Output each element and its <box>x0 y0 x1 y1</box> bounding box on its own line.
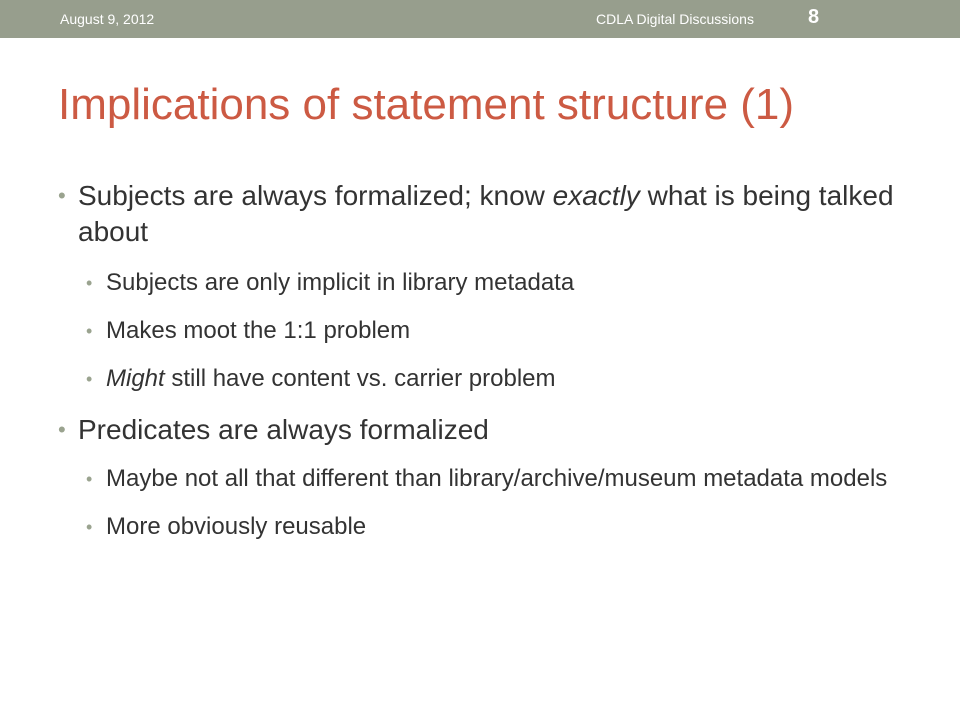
slide-number: 8 <box>808 6 820 28</box>
slide-footer-text: CDLA Digital Discussions <box>596 11 754 27</box>
bullet-marker: • <box>86 469 93 489</box>
slide-date: August 9, 2012 <box>60 11 155 27</box>
bullet-marker: • <box>86 321 93 341</box>
sub-bullet-reusable <box>86 512 908 542</box>
bullet-marker: • <box>86 517 93 537</box>
bullet-predicates-formalized <box>58 412 908 448</box>
sub-bullet-models <box>86 464 908 494</box>
sub-bullet-text: Maybe not all that different than library/archive/museum metadata models <box>106 465 888 492</box>
header-bar <box>0 0 960 38</box>
sub-bullet-moot <box>86 316 908 346</box>
slide-content <box>58 178 908 542</box>
bullet-subjects-formalized <box>58 178 908 250</box>
sub-bullet-emphasis: Might <box>106 365 165 392</box>
bullet-marker: • <box>86 273 93 293</box>
bullet-marker: • <box>58 183 66 208</box>
sub-bullet-text: Subjects are only implicit in library metadata <box>106 269 575 296</box>
sub-bullet-text: Makes moot the 1:1 problem <box>106 317 411 344</box>
sub-bullet-implicit <box>86 268 908 298</box>
bullet-text: Predicates are always formalized <box>78 414 489 445</box>
bullet-emphasis: exactly <box>552 180 640 211</box>
slide-title: Implications of statement structure (1) <box>58 80 795 129</box>
sub-bullet-text: still have content vs. carrier problem <box>164 365 556 392</box>
sub-bullet-text: More obviously reusable <box>106 513 367 540</box>
bullet-marker: • <box>86 369 93 389</box>
bullet-marker: • <box>58 417 66 442</box>
sub-bullet-carrier <box>86 364 908 394</box>
bullet-text: Subjects are always formalized; know <box>78 180 553 211</box>
bullet-text-continued: what is being talked about <box>78 180 894 247</box>
